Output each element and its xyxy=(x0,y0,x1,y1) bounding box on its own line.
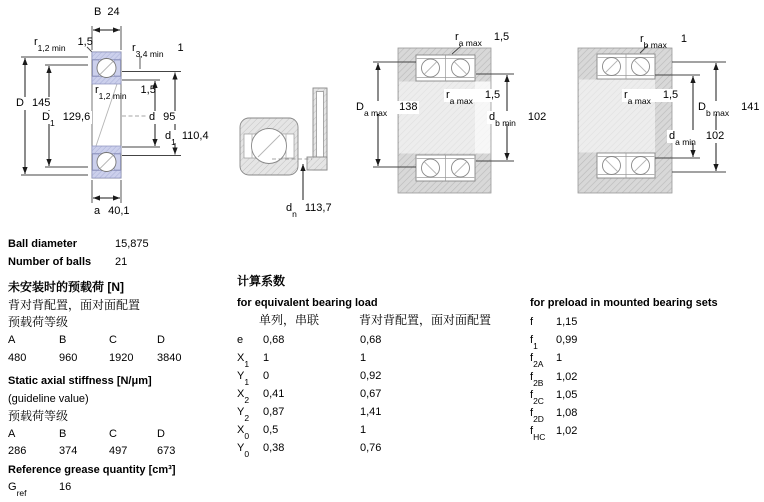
bearing-set-drawing-right xyxy=(578,45,726,193)
dim-label-r12-top: $r_{1,2 min}$ 1,5 xyxy=(34,36,93,53)
calc-factors-title: 计算系数 xyxy=(237,274,286,288)
number-of-balls-row xyxy=(8,255,127,269)
grease-label: $G_{ref}$ xyxy=(8,481,27,498)
dim-label-r34: $r_{3,4 min}$ 1 xyxy=(132,42,184,59)
calc-column-headers xyxy=(237,313,491,327)
factor-row-f2D: $f_{2D}$ 1,08 xyxy=(530,407,578,424)
dim-label-Da-max: $D_{a max}$ 138 xyxy=(356,101,418,118)
preload-class-note: 预载荷等级 xyxy=(8,315,69,329)
calc-col1-header: 单列，串联 xyxy=(259,313,320,327)
dim-label-outer-diameter: D 145 xyxy=(16,97,51,109)
stiffness-guideline-note: (guideline value) xyxy=(8,393,89,405)
stiffness-class-note: 预载荷等级 xyxy=(8,409,69,423)
ball-diameter-row xyxy=(8,237,149,251)
number-of-balls-value: 21 xyxy=(115,256,128,268)
factor-row-f1: $f_1$ 0,99 xyxy=(530,334,578,351)
dim-label-ra-mid-left-set: $r_{a max}$ 1,5 xyxy=(446,89,501,106)
preload-section-title: 未安装时的预载荷 [N] xyxy=(8,280,124,294)
dim-label-D1: $D_1$ 129,6 xyxy=(42,111,91,128)
dim-label-d1: $d_1$ 110,4 xyxy=(165,130,209,147)
stiffness-section-title: Static axial stiffness [N/μm] xyxy=(8,375,152,387)
preload-factors-title: for preload in mounted bearing sets xyxy=(530,297,718,309)
factor-row-f: f 1,15 xyxy=(530,316,578,328)
factor-row-f2B: $f_{2B}$ 1,02 xyxy=(530,371,578,388)
number-of-balls-label: Number of balls xyxy=(8,256,92,268)
factor-row-f2A: $f_{2A}$ 1 xyxy=(530,352,563,369)
calc-row-e: e 0,68 0,68 xyxy=(237,334,382,346)
ball-diameter-value: 15,875 xyxy=(115,238,149,250)
calc-factors-subtitle: for equivalent bearing load xyxy=(237,297,378,309)
calc-row-Y1: $Y_1$ 0 0,92 xyxy=(237,370,382,387)
dim-label-width-B: B 24 xyxy=(94,6,120,18)
dim-label-a: a 40,1 xyxy=(94,205,130,217)
preload-values: 480 960 1920 3840 xyxy=(8,352,182,364)
dim-label-ra-top-left-set: $r_{a max}$ 1,5 xyxy=(455,31,510,48)
calc-row-Y2: $Y_2$ 0,87 1,41 xyxy=(237,406,382,423)
dim-label-db-min: $d_{b min}$ 102 xyxy=(489,111,547,128)
calc-row-Y0: $Y_0$ 0,38 0,76 xyxy=(237,442,382,459)
dim-label-da-min: $d_{a min}$ 102 xyxy=(669,130,725,147)
calc-row-X1: $X_1$ 1 1 xyxy=(237,352,367,369)
dim-label-r12-mid: $r_{1,2 min}$ 1,5 xyxy=(95,84,156,101)
calc-col2-header: 背对背配置，面对面配置 xyxy=(359,313,492,327)
grease-value: 16 xyxy=(59,481,72,493)
dim-label-ra-mid-right-set: $r_{a max}$ 1,5 xyxy=(624,89,679,106)
factor-row-f2C: $f_{2C}$ 1,05 xyxy=(530,389,578,406)
grease-row xyxy=(8,480,72,498)
stiffness-class-headers: A B C D xyxy=(8,428,165,440)
dim-label-bore-diameter: d 95 xyxy=(149,111,176,123)
preload-class-headers: A B C D xyxy=(8,334,165,346)
dim-label-rb-max: $r_{b max}$ 1 xyxy=(640,33,687,50)
preload-arrangement-note: 背对背配置，面对面配置 xyxy=(8,298,141,312)
ball-diameter-label: Ball diameter xyxy=(8,238,78,250)
stiffness-values: 286 374 497 673 xyxy=(8,445,176,457)
calc-row-X2: $X_2$ 0,41 0,67 xyxy=(237,388,382,405)
factor-row-fHC: $f_{HC}$ 1,02 xyxy=(530,425,578,442)
dim-label-Db-max: $D_{b max}$ 141 xyxy=(698,101,760,118)
grease-section-title: Reference grease quantity [cm³] xyxy=(8,464,176,476)
dim-label-dn: $d_n$ 113,7 xyxy=(286,202,332,219)
abutment-drawing xyxy=(240,88,327,200)
calc-row-X0: $X_0$ 0,5 1 xyxy=(237,424,367,441)
